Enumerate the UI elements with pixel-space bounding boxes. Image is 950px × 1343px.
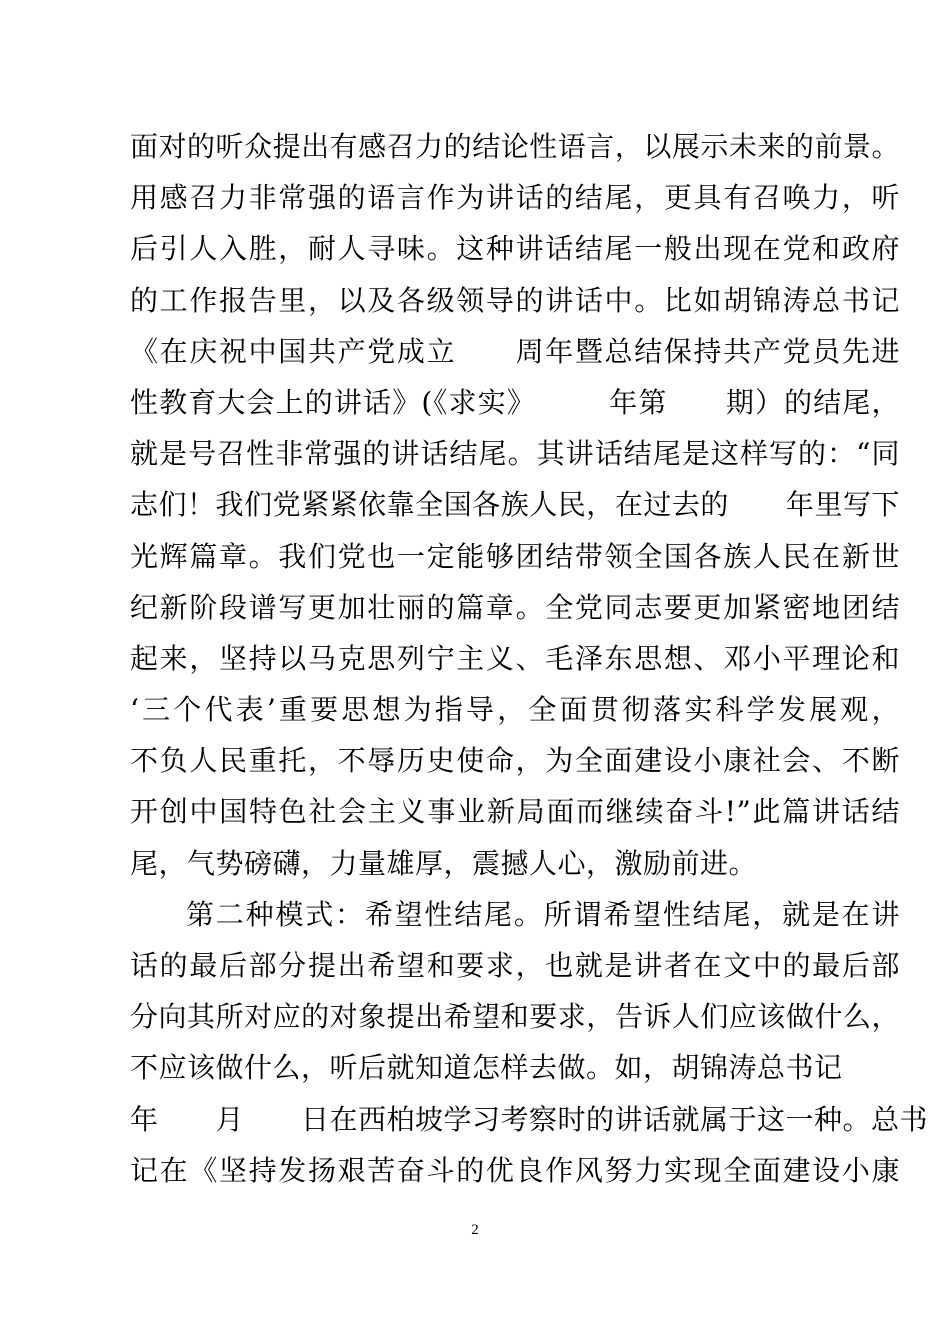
text-line: 年 月 日在西柏坡学习考察时的讲话就属于这一种。总书 bbox=[130, 1102, 929, 1136]
text-line: 光辉篇章。我们党也一定能够团结带领全国各族人民在新世 bbox=[130, 539, 900, 573]
text-line: 就是号召性非常强的讲话结尾。其讲话结尾是这样写的：“同 bbox=[130, 437, 900, 471]
text-line: ‘三个代表’重要思想为指导，全面贯彻落实科学发展观， bbox=[130, 693, 900, 727]
text-line: 的工作报告里，以及各级领导的讲话中。比如胡锦涛总书记 bbox=[130, 283, 900, 317]
text-line: 志们！我们党紧紧依靠全国各族人民，在过去的 年里写下 bbox=[130, 488, 900, 522]
text-line: 起来，坚持以马克思列宁主义、毛泽东思想、邓小平理论和 bbox=[130, 641, 900, 675]
text-line: 面对的听众提出有感召力的结论性语言，以展示未来的前景。 bbox=[130, 130, 900, 163]
page-number: 2 bbox=[471, 1222, 479, 1238]
text-line: 用感召力非常强的语言作为讲话的结尾，更具有召唤力，听 bbox=[130, 181, 900, 215]
text-line: 纪新阶段谱写更加壮丽的篇章。全党同志要更加紧密地团结 bbox=[130, 590, 900, 624]
text-line: 性教育大会上的讲话》(《求实》 年第 期）的结尾， bbox=[130, 385, 900, 419]
text-line: 不负人民重托，不辱历史使命，为全面建设小康社会、不断 bbox=[130, 744, 900, 778]
text-line: 尾，气势磅礴，力量雄厚，震撼人心，激励前进。 bbox=[130, 846, 758, 880]
body-text bbox=[130, 121, 929, 1196]
text-line: 记在《坚持发扬艰苦奋斗的优良作风努力实现全面建设小康 bbox=[130, 1153, 900, 1187]
text-line: 不应该做什么，听后就知道怎样去做。如，胡锦涛总书记 bbox=[130, 1051, 843, 1085]
text-line: 第二种模式：希望性结尾。所谓希望性结尾，就是在讲 bbox=[186, 897, 900, 931]
text-line: 后引人入胜，耐人寻味。这种讲话结尾一般出现在党和政府 bbox=[130, 232, 900, 266]
text-line: 话的最后部分提出希望和要求，也就是讲者在文中的最后部 bbox=[130, 949, 900, 982]
text-line: 《在庆祝中国共产党成立 周年暨总结保持共产党员先进 bbox=[130, 334, 900, 368]
text-line: 分向其所对应的对象提出希望和要求，告诉人们应该做什么， bbox=[130, 1000, 900, 1034]
text-line: 开创中国特色社会主义事业新局面而继续奋斗!”此篇讲话结 bbox=[130, 795, 900, 829]
